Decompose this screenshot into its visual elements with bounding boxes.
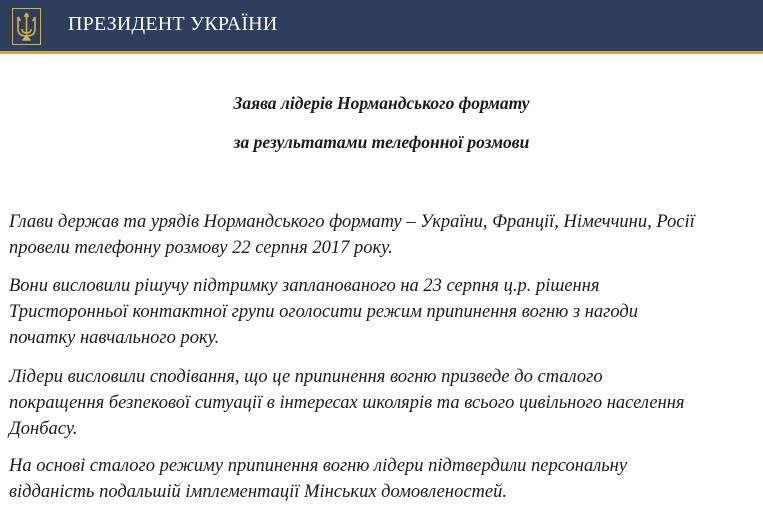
paragraph-3-line-3: Донбасу. [9,419,78,439]
paragraph-3-line-1: Лідери висловили сподівання, що це припинення вогню призведе до сталого [9,367,603,387]
site-title[interactable]: ПРЕЗИДЕНТ УКРАЇНИ [68,13,278,35]
site-header [0,0,763,54]
paragraph-2-line-2: Тристоронньої контактної групи оголосити режим припинення вогню з нагоди [9,302,638,322]
article-title-line-2: за результатами телефонної розмови [233,132,530,152]
paragraph-4-line-2: відданість подальшій імплементації Мінських домовленостей. [9,482,507,502]
paragraph-4-line-1: На основі сталого режиму припинення вогню лідери підтвердили персональну [9,456,628,476]
paragraph-3-line-2: покращення безпекової ситуації в інтересах школярів та всього цивільного населення [9,393,685,413]
paragraph-1 [9,209,763,261]
article-title-line-1: Заява лідерів Нормандського формату [233,93,530,113]
paragraph-2-line-3: початку навчального року. [9,328,220,348]
paragraph-1-line-2: провели телефонну розмову 22 серпня 2017 року. [9,238,393,258]
paragraph-2 [9,273,763,351]
trident-icon[interactable] [12,8,41,45]
paragraph-3 [9,364,763,442]
paragraph-2-line-1: Вони висловили рішучу підтримку запланованого на 23 серпня ц.р. рішення [9,276,600,296]
paragraph-1-line-1: Глави держав та урядів Нормандського формату – України, Франції, Німеччини, Росії [9,212,695,232]
paragraph-4 [9,453,763,505]
